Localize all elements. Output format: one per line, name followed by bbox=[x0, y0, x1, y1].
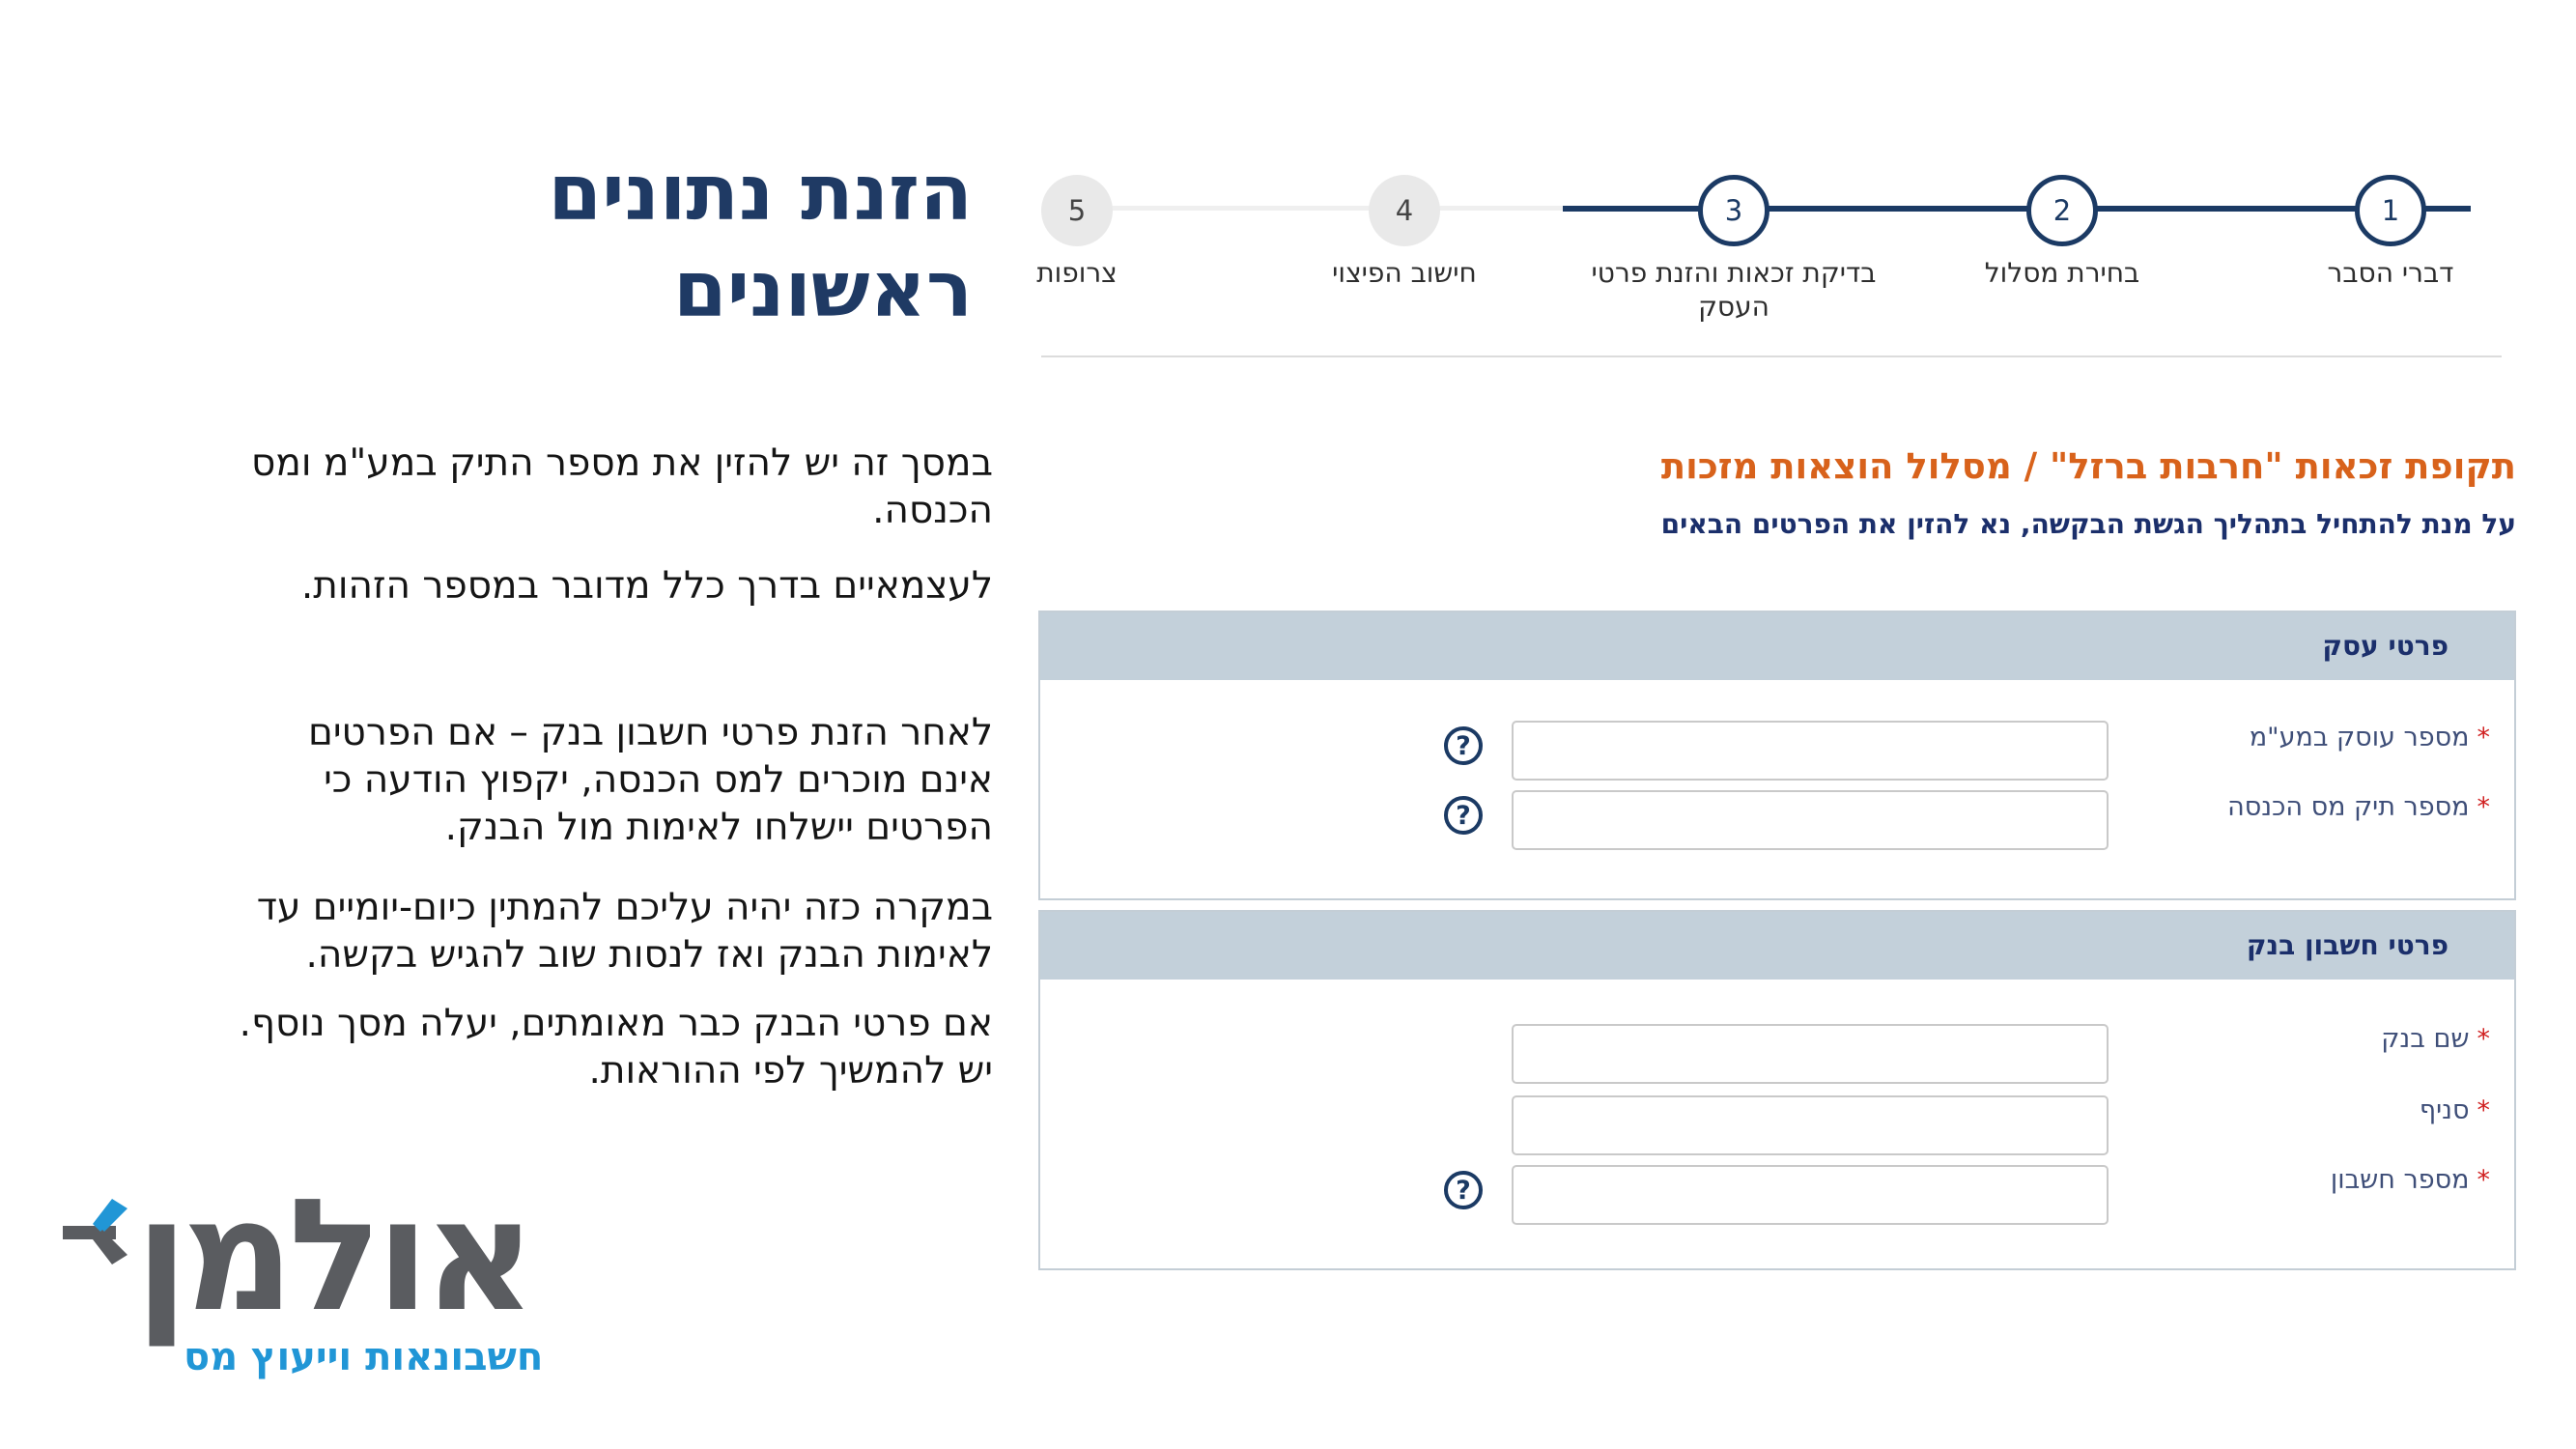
required-marker: * bbox=[2477, 1024, 2490, 1054]
instruction-paragraph: במקרה כזה יהיה עליכם להמתין כיום-יומיים עד לאימות הבנק ואז לנסות שוב להגיש בקשה. bbox=[256, 886, 993, 977]
bank-name-label: *שם בנק bbox=[2381, 1024, 2490, 1054]
step-5-circle: 5 bbox=[1041, 175, 1113, 246]
instruction-paragraph: לאחר הזנת פרטי חשבון בנק – אם הפרטים אינם מוכרים למס הכנסה, יקפוץ הודעה כי הפרטים יישלחו לאימות מול הבנק. bbox=[307, 711, 993, 849]
step-1-circle: 1 bbox=[2355, 175, 2426, 246]
logo-wordmark: אולמן bbox=[135, 1165, 530, 1346]
branch-label: *סניף bbox=[2419, 1095, 2490, 1125]
help-icon[interactable]: ? bbox=[1444, 796, 1483, 835]
form-title: תקופת זכאות "חרבות ברזל" / מסלול הוצאות מזכות bbox=[1660, 445, 2516, 487]
step-4-circle: 4 bbox=[1369, 175, 1440, 246]
required-marker: * bbox=[2477, 723, 2490, 753]
bank-name-input[interactable] bbox=[1512, 1024, 2109, 1084]
stepper-connector bbox=[1077, 206, 1405, 211]
slide-title: הזנת נתונים ראשונים bbox=[548, 148, 973, 334]
step-2-circle: 2 bbox=[2026, 175, 2098, 246]
help-icon[interactable]: ? bbox=[1444, 726, 1483, 765]
progress-stepper bbox=[1038, 164, 2502, 357]
step-4-label: חישוב הפיצוי bbox=[1332, 257, 1477, 289]
income-tax-file-input[interactable] bbox=[1512, 790, 2109, 850]
bank-account-section bbox=[1038, 910, 2516, 1270]
step-3-label: בדיקת זכאות והזנת פרטי העסק bbox=[1591, 257, 1877, 323]
logo-subtitle: חשבונאות וייעוץ מס bbox=[184, 1335, 544, 1379]
instruction-paragraph: אם פרטי הבנק כבר מאומתים, יעלה מסך נוסף. יש להמשיך לפי ההוראות. bbox=[239, 1002, 993, 1093]
branch-input[interactable] bbox=[1512, 1095, 2109, 1155]
stepper-divider bbox=[1041, 355, 2502, 357]
required-marker: * bbox=[2477, 1095, 2490, 1125]
section-heading: פרטי חשבון בנק bbox=[1040, 912, 2514, 980]
account-number-label: *מספר חשבון bbox=[2330, 1165, 2490, 1195]
income-tax-file-label: *מספר תיק מס הכנסה bbox=[2227, 792, 2490, 822]
instruction-paragraph: לעצמאיים בדרך כלל מדובר במספר הזהות. bbox=[300, 564, 993, 608]
section-heading: פרטי עסק bbox=[1040, 612, 2514, 680]
company-logo bbox=[58, 1165, 599, 1406]
instruction-paragraph: במסך זה יש להזין את מספר התיק במע"מ ומס הכנסה. bbox=[251, 441, 993, 532]
logo-arrow-mark bbox=[58, 1193, 145, 1280]
vat-number-input[interactable] bbox=[1512, 721, 2109, 781]
vat-number-label: *מספר עוסק במע"מ bbox=[2249, 723, 2490, 753]
account-number-input[interactable] bbox=[1512, 1165, 2109, 1225]
step-5-label: צרופות bbox=[1036, 257, 1118, 289]
help-icon[interactable]: ? bbox=[1444, 1171, 1483, 1209]
required-marker: * bbox=[2477, 792, 2490, 822]
step-1-label: דברי הסבר bbox=[2327, 257, 2454, 289]
form-subtitle: על מנת להתחיל בתהליך הגשת הבקשה, נא להזין את הפרטים הבאים bbox=[1660, 508, 2516, 540]
step-3-circle: 3 bbox=[1698, 175, 1769, 246]
required-marker: * bbox=[2477, 1165, 2490, 1195]
step-2-label: בחירת מסלול bbox=[1984, 257, 2140, 289]
business-details-section bbox=[1038, 611, 2516, 900]
